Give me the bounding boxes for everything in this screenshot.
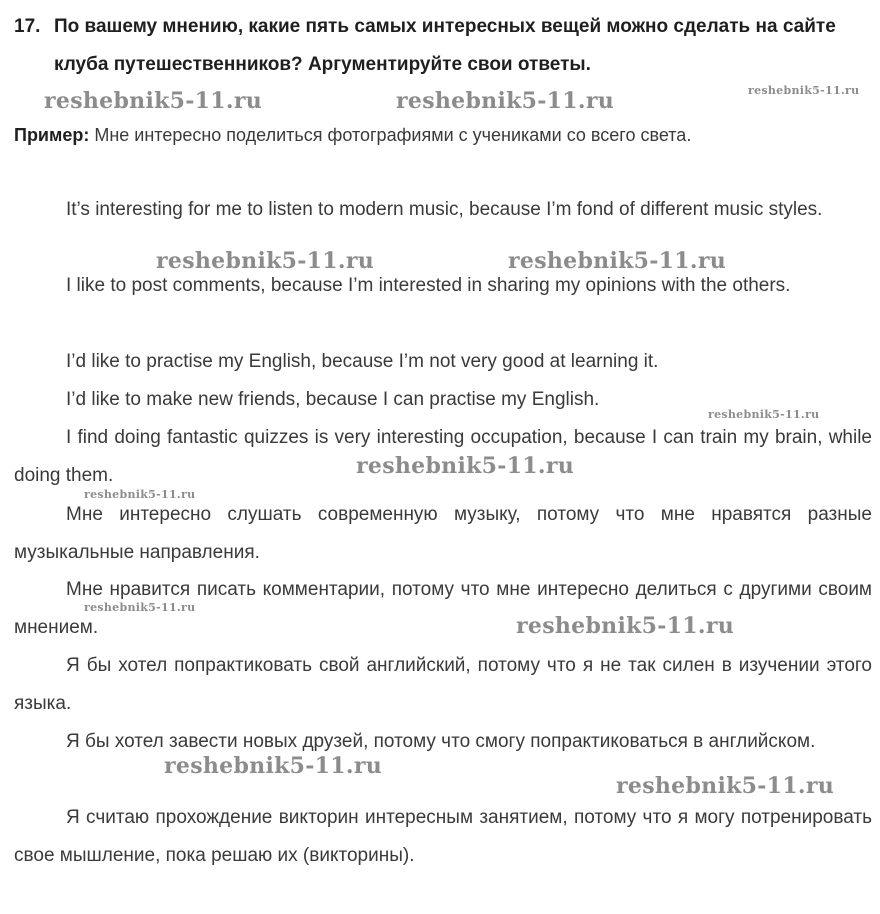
question-text: По вашему мнению, какие пять самых интересных вещей можно сделать на сайте клуба путешественников? Аргументируйте свои ответы.	[54, 16, 836, 75]
watermark: reshebnik5-11.ru	[164, 753, 383, 779]
answer-paragraph-9: Я бы хотел завести новых друзей, потому что смогу попрактиковаться в английском.	[66, 731, 816, 752]
question-number: 17.	[14, 16, 41, 37]
watermark: reshebnik5-11.ru	[84, 601, 196, 614]
watermark: reshebnik5-11.ru	[156, 248, 375, 274]
question-heading	[14, 8, 872, 84]
answer-paragraph-10: Я считаю прохождение викторин интересным занятием, потому что я могу потренировать свое мышление, пока решаю их (викторины).	[14, 807, 872, 866]
watermark: reshebnik5-11.ru	[356, 453, 575, 479]
watermark: reshebnik5-11.ru	[396, 88, 615, 114]
answer-paragraph-7: Мне нравится писать комментарии, потому что мне интересно делиться с другими своим мнением.	[14, 579, 872, 638]
answer-paragraph-1: It’s interesting for me to listen to modern music, because I’m fond of different music styles.	[66, 199, 823, 220]
watermark: reshebnik5-11.ru	[508, 248, 727, 274]
watermark: reshebnik5-11.ru	[516, 613, 735, 639]
example-text: Мне интересно поделиться фотографиями с учениками со всего света.	[94, 125, 692, 145]
answer-paragraph-6: Мне интересно слушать современную музыку, потому что мне нравятся разные музыкальные направления.	[14, 504, 872, 563]
watermark: reshebnik5-11.ru	[708, 408, 820, 421]
watermark: reshebnik5-11.ru	[748, 84, 860, 97]
watermark: reshebnik5-11.ru	[44, 88, 263, 114]
example-label: Пример:	[14, 125, 90, 145]
answer-paragraph-3: I’d like to practise my English, because I’m not very good at learning it.	[66, 351, 659, 372]
answer-paragraph-5: I find doing fantastic quizzes is very interesting occupation, because I can train my brain, while doing them.	[14, 427, 872, 486]
answer-paragraph-8: Я бы хотел попрактиковать свой английский, потому что я не так силен в изучении этого языка.	[14, 655, 872, 714]
watermark: reshebnik5-11.ru	[616, 773, 835, 799]
watermark: reshebnik5-11.ru	[84, 488, 196, 501]
example-line	[14, 120, 872, 150]
answer-paragraph-2: I like to post comments, because I’m interested in sharing my opinions with the others.	[66, 275, 791, 296]
answer-paragraph-4: I’d like to make new friends, because I can practise my English.	[66, 389, 600, 410]
